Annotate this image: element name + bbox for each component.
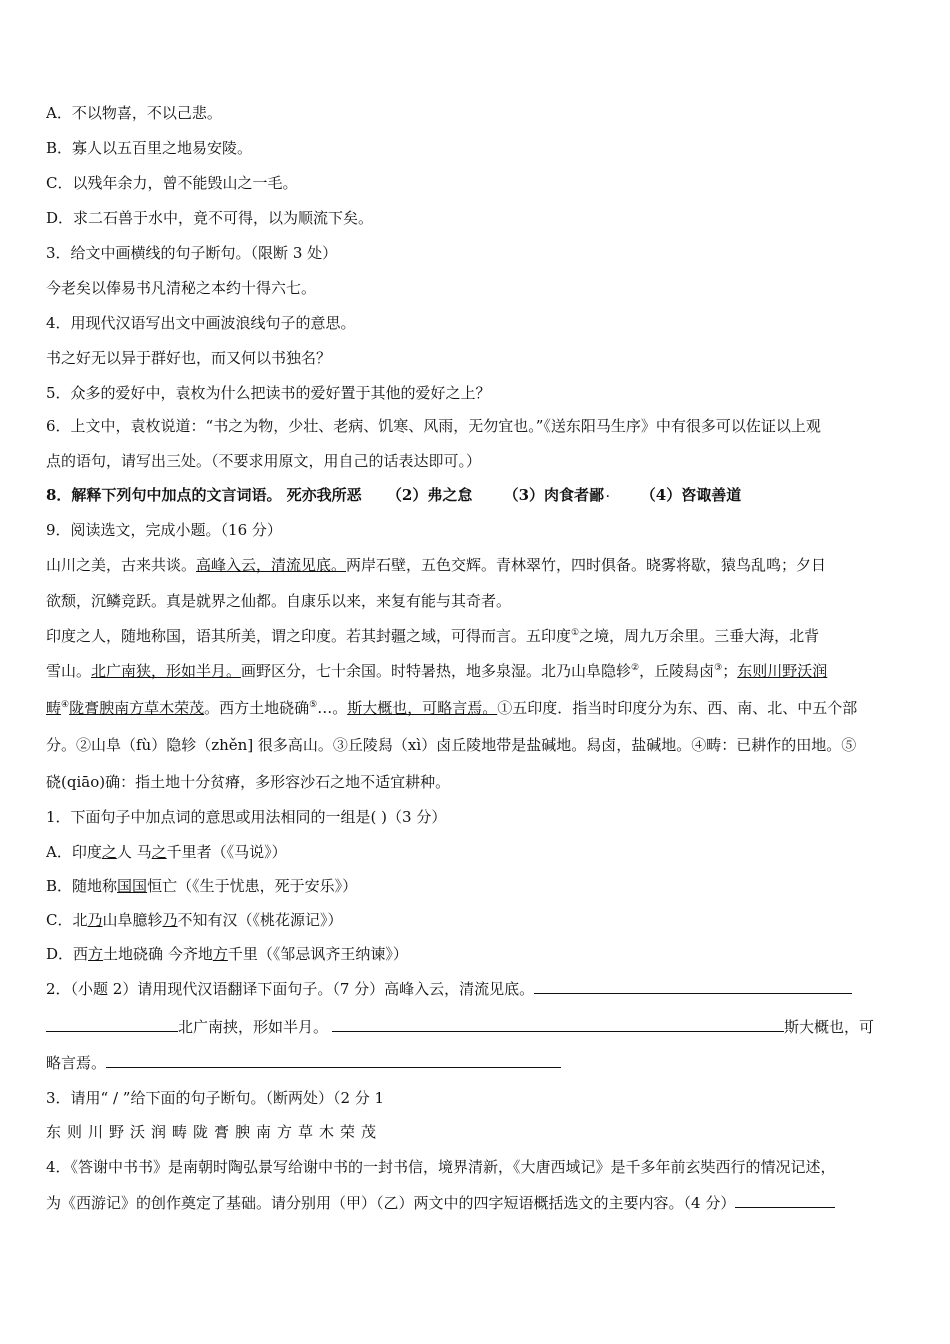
text-run: 。西方土地硗确 [204, 699, 310, 717]
question-4: 4．用现代汉语写出文中画波浪线句子的意思。 [46, 314, 356, 332]
option-c: C．以残年余力，曾不能毁山之一毛。 [46, 174, 298, 192]
question-8-item-4: （4）咨诹善道 [640, 486, 742, 504]
underlined-text: 陇膏腴南方草木荣茂 [69, 699, 205, 717]
sub-question-1-option-b [46, 875, 908, 897]
passage-yi-line-2 [46, 660, 908, 682]
sub-question-1: 1．下面句子中加点词的意思或用法相同的一组是( )（3 分） [46, 808, 447, 826]
text-run: 雪山。 [46, 662, 92, 680]
text-run: ①五印度．指当时印度分为东、西、南、北、中五个部 [497, 699, 858, 717]
sub-question-4-line-1: 4．《答谢中书书》是南朝时陶弘景写给谢中书的一封书信，境界清新，《大唐西域记》是千多年前玄奘西行的情况记述， [46, 1158, 836, 1176]
passage-jia-line-2: 欲颓，沉鳞竞跃。真是就界之仙都。自康乐以来，来复有能与其奇者。 [46, 592, 512, 610]
question-5: 5．众多的爱好中，袁枚为什么把读书的爱好置于其他的爱好之上？ [46, 384, 491, 402]
passage-yi-line-1 [46, 625, 908, 647]
footnote-marker: ④ [61, 700, 70, 710]
question-8-intro: 8．解释下列句中加点的文言词语。 死亦我所恶 [46, 486, 362, 504]
text-run: 山川之美，古来共谈。 [46, 556, 197, 574]
underlined-text: 国 [117, 877, 133, 895]
question-9: 9．阅读选文，完成小题。（16 分） [46, 521, 282, 539]
underlined-text: 之 [151, 843, 167, 861]
text-run: 千里（《邹忌讽齐王纳谏》） [227, 945, 408, 963]
question-4-text: 书之好无以异于群好也，而又何以书独名？ [46, 349, 332, 367]
text-run: 山阜臆轸 [102, 911, 163, 929]
answer-blank[interactable] [106, 1052, 561, 1068]
underlined-text: 方 [88, 945, 104, 963]
question-3-text: 今老矣以俸易书凡清秘之本约十得六七。 [46, 279, 317, 297]
question-3: 3．给文中画横线的句子断句。（限断 3 处） [46, 244, 338, 262]
footnote-marker: ⑤ [309, 700, 318, 710]
sub-question-1-option-c [46, 909, 908, 931]
text-run: 两岸石壁，五色交辉。青林翠竹，四时俱备。晓雾将歇，猿鸟乱鸣；夕日 [346, 556, 827, 574]
underlined-text: 东则川野沃润 [737, 662, 828, 680]
passage-yi-line-5: 硗(qiāo)确：指土地十分贫瘠，多形容沙石之地不适宜耕种。 [46, 773, 451, 791]
option-d: D．求二石兽于水中，竟不可得，以为顺流下矣。 [46, 209, 374, 227]
text-run: D．西 [46, 945, 89, 963]
sub-question-4-line-2 [46, 1192, 908, 1214]
passage-yi-line-4: 分。②山阜（fù）隐轸（zhěn] 很多高山。③丘陵舄（xì）卤丘陵地带是盐碱地。舄卤，盐碱地。④畴：已耕作的田地。⑤ [46, 736, 857, 754]
emphasis-dot: . [606, 489, 610, 500]
underlined-text: 斯大概也，可略言焉。 [347, 699, 498, 717]
sub-question-2-line-3 [46, 1052, 908, 1074]
text-run: 画野区分，七十余国。时特暑热，地多泉湿。北乃山阜隐轸 [241, 662, 632, 680]
underlined-text: 畴 [46, 699, 62, 717]
question-8-item-3: （3）肉食者鄙 [503, 486, 605, 504]
footnote-marker: ② [631, 663, 640, 673]
option-b: B．寡人以五百里之地易安陵。 [46, 139, 253, 157]
question-8 [46, 484, 908, 506]
answer-blank[interactable] [534, 978, 852, 994]
text-run: 之境，周九万余里。三垂大海，北背 [579, 627, 820, 645]
sub-question-1-option-d [46, 943, 908, 965]
sub-question-2-line-1 [46, 978, 908, 1000]
option-a: A．不以物喜，不以己悲。 [46, 104, 222, 122]
footnote-marker: ③ [714, 663, 723, 673]
text-run: ，丘陵舄卤 [639, 662, 715, 680]
text-run: 2．（小题 2）请用现代汉语翻译下面句子。（7 分）高峰入云，清流见底。 [46, 980, 535, 998]
passage-yi-line-3 [46, 697, 908, 719]
text-run: 北广南挟，形如半月。 [178, 1018, 329, 1036]
sub-question-1-option-a [46, 841, 908, 863]
answer-blank[interactable] [735, 1192, 835, 1208]
sub-question-2-line-2 [46, 1016, 908, 1038]
underlined-text: 之 [101, 843, 117, 861]
text-run: 恒亡（《生于忧患，死于安乐》） [147, 877, 358, 895]
text-run: ； [722, 662, 738, 680]
passage-jia-line-1 [46, 554, 908, 576]
sub-question-3: 3．请用“ / ”给下面的句子断句。（断两处）（2 分 1 [46, 1089, 385, 1107]
underlined-text: 高峰入云，清流见底。 [196, 556, 347, 574]
text-run: 略言焉。 [46, 1054, 107, 1072]
question-8-item-2: （2）弗之怠 [386, 486, 473, 504]
answer-blank[interactable] [332, 1016, 784, 1032]
text-run: 人 马 [116, 843, 152, 861]
text-run: C．北 [46, 911, 88, 929]
text-run: B．随地称 [46, 877, 118, 895]
sub-question-3-text: 东则川野沃润畴陇膏腴南方草木荣茂 [46, 1123, 383, 1141]
text-run: 土地硗确 今齐地 [103, 945, 213, 963]
underlined-text: 北广南狭，形如半月。 [91, 662, 242, 680]
answer-blank[interactable] [46, 1016, 178, 1032]
text-run: 印度之人，随地称国，语其所美，谓之印度。若其封疆之域，可得而言。五印度 [46, 627, 572, 645]
text-run: 不知有汉（《桃花源记》） [177, 911, 343, 929]
underlined-text: 方 [212, 945, 228, 963]
underlined-text: 乃 [87, 911, 103, 929]
question-6-line-2: 点的语句，请写出三处。（不要求用原文，用自己的话表达即可。） [46, 452, 482, 470]
footnote-marker: ① [571, 628, 580, 638]
text-run: A．印度 [46, 843, 102, 861]
underlined-text: 国 [132, 877, 148, 895]
text-run: 为《西游记》的创作奠定了基础。请分别用（甲）（乙）两文中的四字短语概括选文的主要内容。（4 分） [46, 1194, 736, 1212]
underlined-text: 乃 [162, 911, 178, 929]
question-6-line-1: 6．上文中，袁枚说道：“书之为物，少壮、老病、饥寒、风雨，无勿宜也。”《送东阳马生序》中有很多可以佐证以上观 [46, 417, 821, 435]
text-run: 斯大概也，可 [784, 1018, 875, 1036]
text-run: …。 [317, 699, 348, 717]
text-run: 千里者（《马说》） [166, 843, 287, 861]
